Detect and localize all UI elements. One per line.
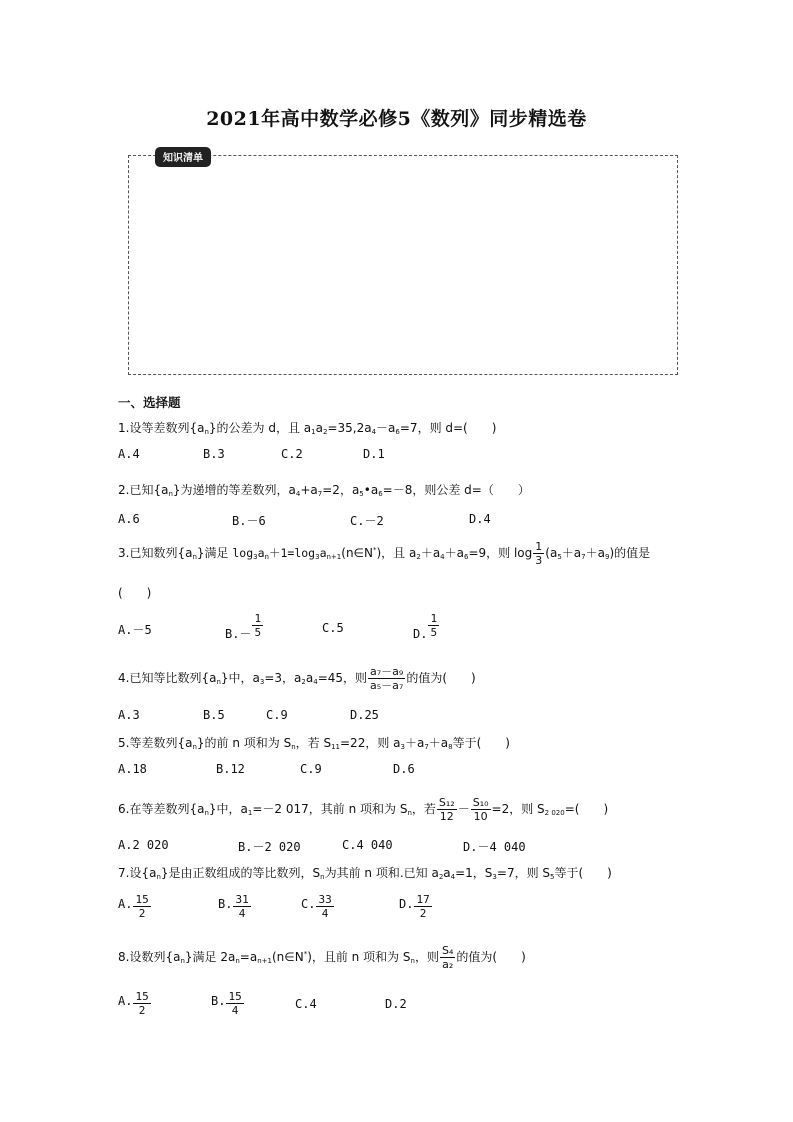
q6-fraction-1: $\frac{\text{S₁₂}}{12}$ <box>438 796 455 823</box>
question-8: 8.设数列$\{a_n\}$满足 $2a_n=a_{n+1}(n\in N^*)$，且前 n 项和为 $S_n$，则 $\frac{\text{S₄}}{\text{a₂}}$ 的值为( ) <box>118 944 526 971</box>
q7-option-a: A. $\frac{15}{2}$ <box>118 893 149 920</box>
q3-option-c: C.5 <box>322 621 344 635</box>
q5-option-a: A.18 <box>118 762 147 776</box>
question-1: 1.设等差数列$\{a_n\}$的公差为 d，且 $a_1a_2=35,2a_4-a_6=7$，则 d=( ) <box>118 421 497 436</box>
q1-option-d: D.1 <box>363 447 385 461</box>
q1-option-c: C.2 <box>281 447 303 461</box>
question-7: 7.设$\{a_n\}$是由正数组成的等比数列，$S_n$为其前 n 项和.已知 $a_2a_4=1$，$S_3=7$，则 $S_5$等于( ) <box>118 866 612 881</box>
q6-option-b: B.－2 020 <box>238 840 301 854</box>
q3-option-a: A.－5 <box>118 623 152 637</box>
q3-option-d: D. $\frac{1}{5}$ <box>413 612 438 641</box>
q6-option-d: D.－4 040 <box>463 840 526 854</box>
knowledge-box <box>128 155 678 375</box>
q8-option-b: B. $\frac{15}{4}$ <box>211 990 242 1017</box>
q2-option-c: C.－2 <box>350 514 384 528</box>
q2-option-b: B.－6 <box>232 514 266 528</box>
q5-option-d: D.6 <box>393 762 415 776</box>
q3-option-b: B.－ $\frac{1}{5}$ <box>225 612 262 641</box>
section-heading: 一、选择题 <box>118 395 181 410</box>
page-title: 2021年高中数学必修5《数列》同步精选卷 <box>206 108 587 130</box>
q8-option-a: A. $\frac{15}{2}$ <box>118 990 149 1017</box>
q5-option-b: B.12 <box>216 762 245 776</box>
question-2: 2.已知$\{a_n\}$为递增的等差数列，$a_4+a_7=2$，$a_5•a_6=-8$，则公差 d=（ ） <box>118 483 530 498</box>
q7-option-d: D. $\frac{17}{2}$ <box>399 893 430 920</box>
knowledge-tag: 知识清单 <box>155 147 211 167</box>
q7-option-b: B. $\frac{31}{4}$ <box>218 893 249 920</box>
question-5: 5.等差数列$\{a_n\}$的前 n 项和为 $S_n$，若 $S_{11}=22$，则 $a_3+a_7+a_8$等于( ) <box>118 736 510 751</box>
q4-option-a: A.3 <box>118 708 140 722</box>
q6-option-a: A.2 020 <box>118 838 169 852</box>
question-6: 6.在等差数列$\{a_n\}$中，$a_1=-2$ 017，其前 n 项和为 $S_n$，若 $\frac{\text{S₁₂}}{12}$ － $\frac{\text{S₁₀}}{10}$ =2，则 $S_{2 020}=$( ) <box>118 796 609 823</box>
q4-option-d: D.25 <box>350 708 379 722</box>
q6-fraction-2: $\frac{\text{S₁₀}}{10}$ <box>472 796 489 823</box>
q4-fraction: $\frac{\text{a₇－a₉}}{\text{a₅－a₇}}$ <box>370 665 404 692</box>
q4-option-b: B.5 <box>203 708 225 722</box>
q2-option-d: D.4 <box>469 512 491 526</box>
q4-option-c: C.9 <box>266 708 288 722</box>
q3-answer-paren: ( ) <box>118 586 152 600</box>
q8-fraction: $\frac{\text{S₄}}{\text{a₂}}$ <box>442 944 454 971</box>
q6-option-c: C.4 040 <box>342 838 393 852</box>
q7-option-c: C. $\frac{33}{4}$ <box>301 893 332 920</box>
q5-option-c: C.9 <box>300 762 322 776</box>
question-4: 4.已知等比数列$\{a_n\}$中，$a_3=3$，$a_2a_4=45$，则 $\frac{\text{a₇－a₉}}{\text{a₅－a₇}}$ 的值为( ) <box>118 665 476 692</box>
q3-log-base-fraction: $\frac{1}{3}$ <box>535 540 543 567</box>
q1-option-a: A.4 <box>118 447 140 461</box>
question-3: 3.已知数列$\{a_n\}$满足 $\log_3a_n+1=\log_3a_{n+1}(n\in N^*)$，且 $a_2+a_4+a_6=9$，则 log $\frac{1}{3}$ $(a_5+a_7+a_9)$的值是 <box>118 540 651 567</box>
q1-option-b: B.3 <box>203 447 225 461</box>
q8-option-c: C.4 <box>295 997 317 1011</box>
q8-option-d: D.2 <box>385 997 407 1011</box>
q2-option-a: A.6 <box>118 512 140 526</box>
